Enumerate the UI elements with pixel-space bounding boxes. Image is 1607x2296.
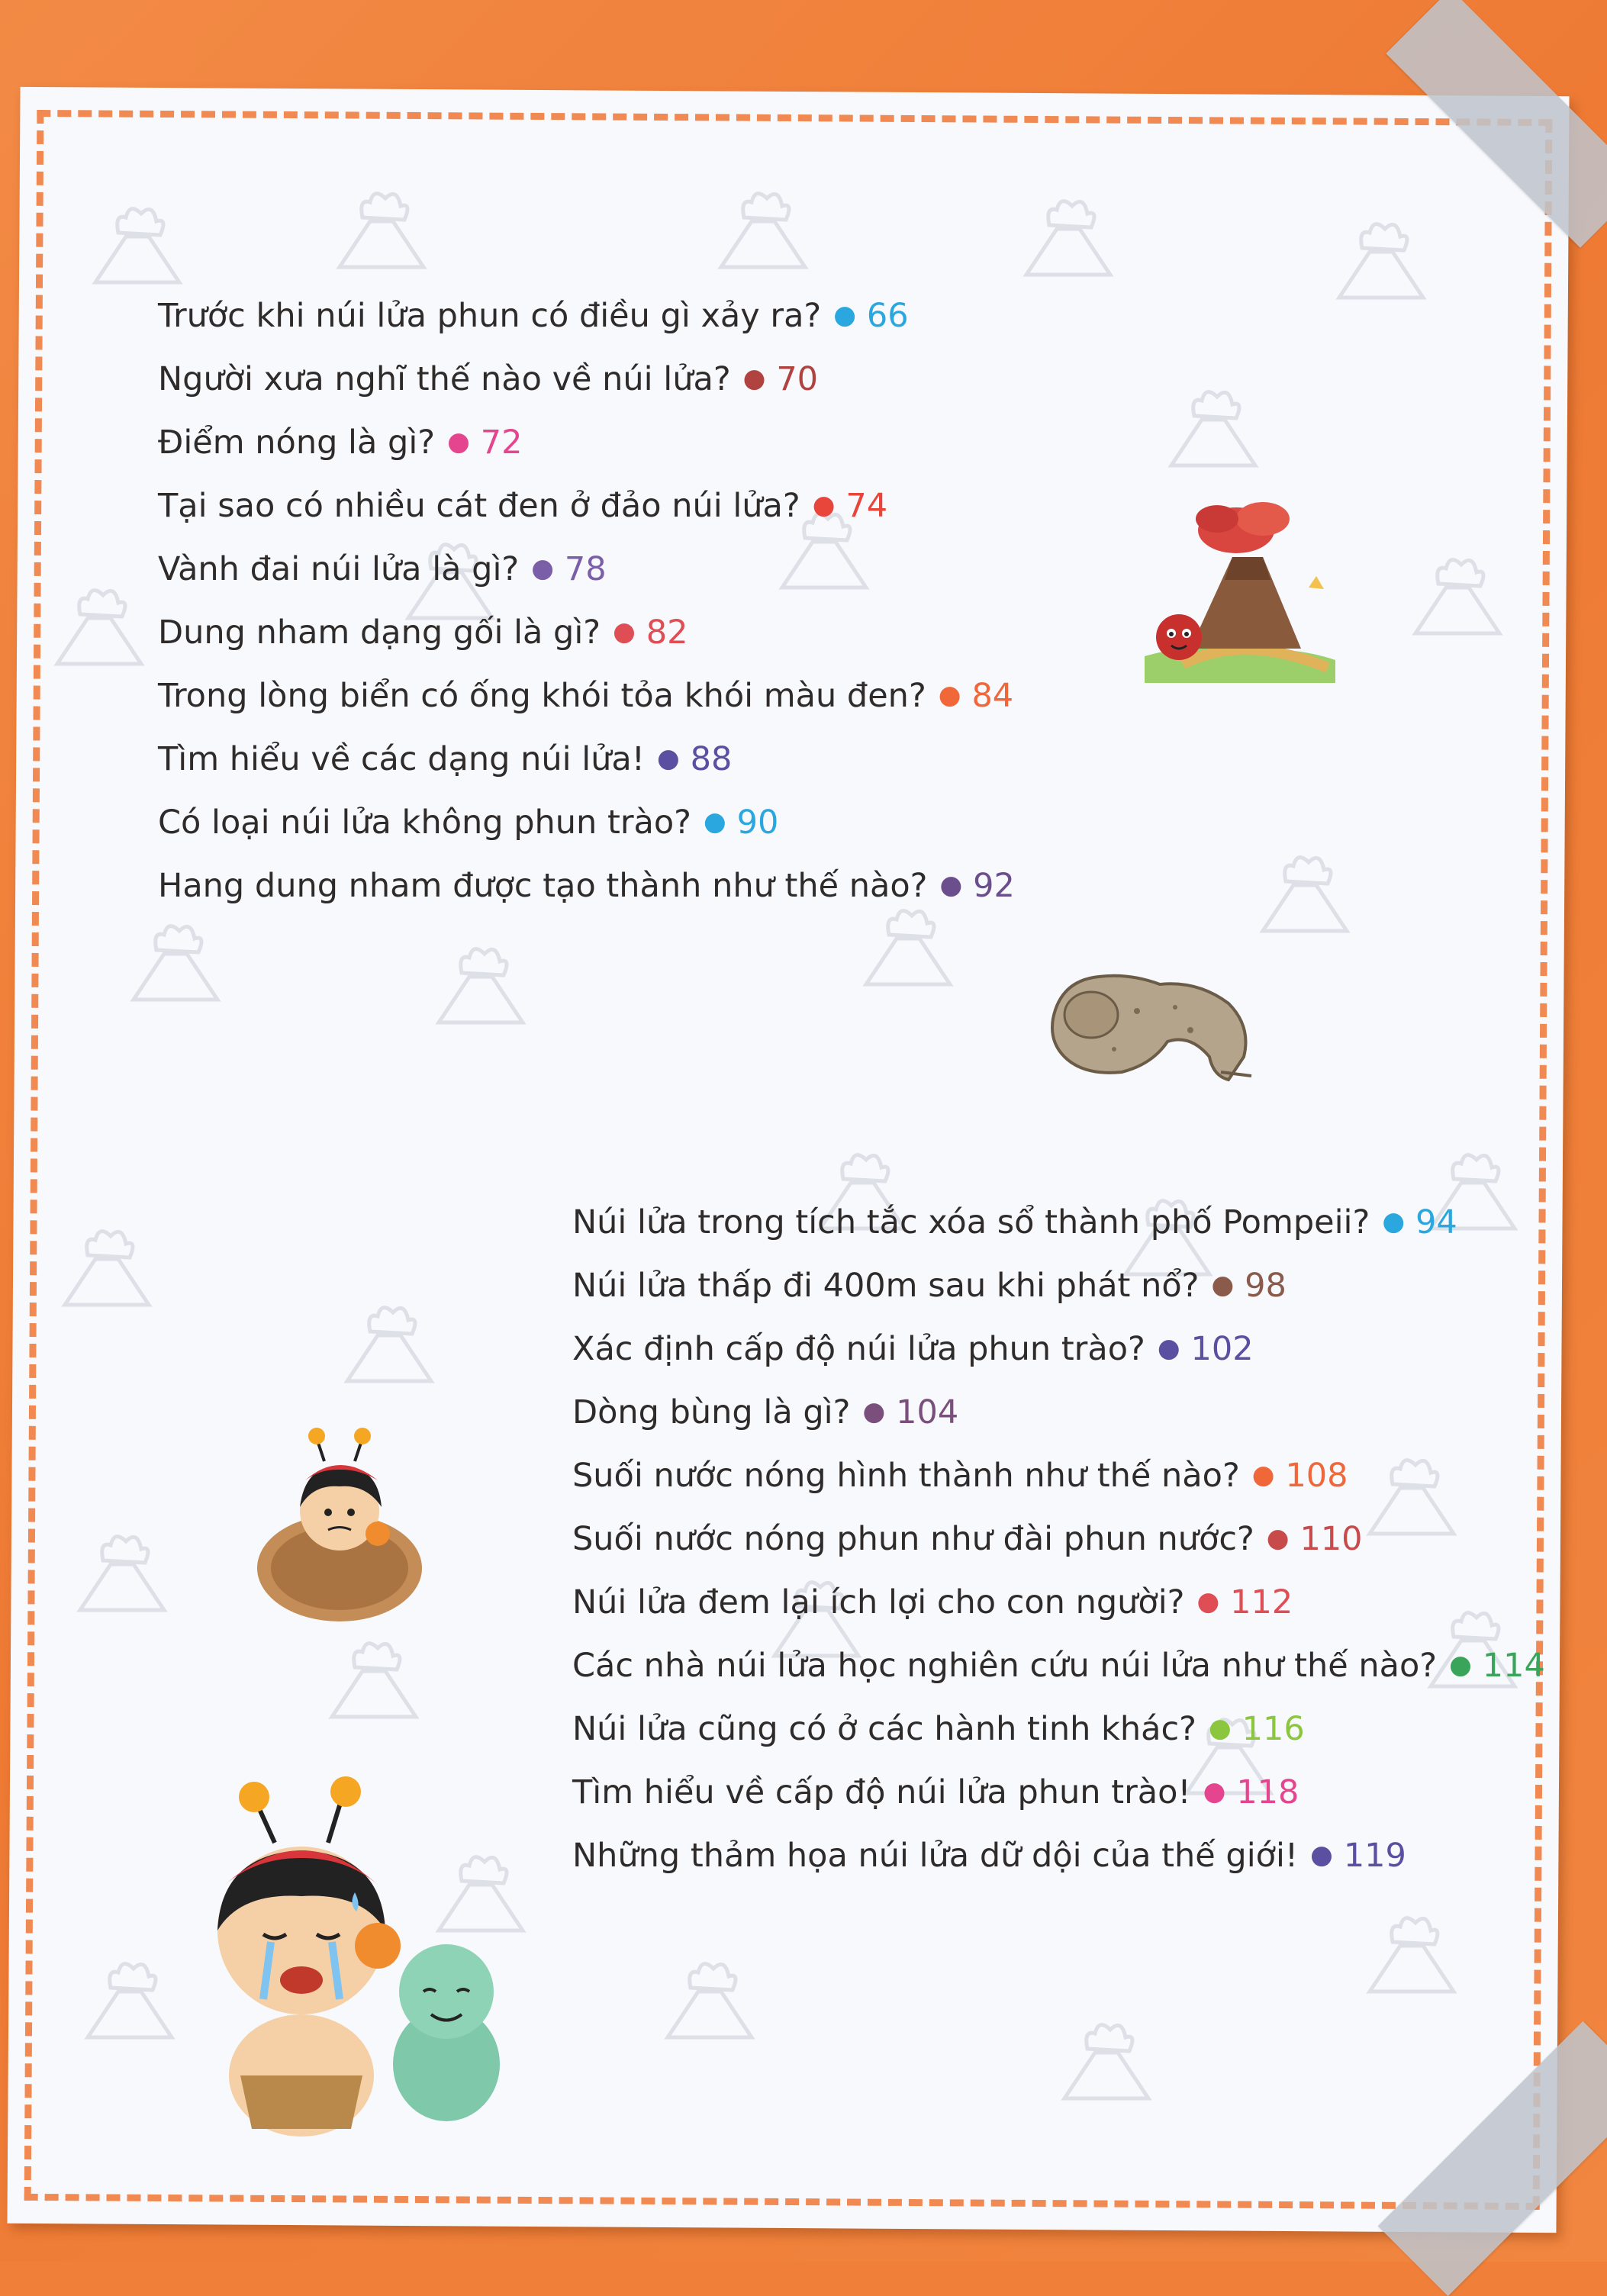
bullet-dot-icon: ● [1251, 1460, 1275, 1490]
bullet-dot-icon: ● [703, 807, 726, 837]
bullet-dot-icon: ● [613, 617, 636, 647]
bullet-dot-icon: ● [1203, 1776, 1226, 1807]
volcano-watermark-icon [656, 1953, 763, 2045]
toc-item-page: 72 [480, 423, 523, 462]
toc-item-page: 94 [1415, 1203, 1457, 1241]
toc-item[interactable] [158, 727, 1015, 791]
toc-item-page: 118 [1236, 1773, 1299, 1811]
bullet-dot-icon: ● [939, 870, 963, 900]
toc-item[interactable] [572, 1444, 1545, 1507]
toc-item-title: Những thảm họa núi lửa dữ dội của thế giới! [572, 1837, 1299, 1875]
toc-item-title: Suối nước nóng hình thành như thế nào? [572, 1457, 1240, 1495]
toc-item-page: 66 [866, 297, 909, 335]
toc-section-2 [572, 1190, 1545, 1887]
crying-kids-illustration [156, 1770, 553, 2152]
toc-item-title: Trong lòng biển có ống khói tỏa khói màu đen? [158, 677, 926, 715]
bullet-dot-icon: ● [1382, 1206, 1405, 1237]
bullet-dot-icon: ● [531, 553, 554, 584]
bullet-dot-icon: ● [1449, 1650, 1472, 1680]
toc-item-page: 102 [1190, 1330, 1254, 1368]
toc-item[interactable] [572, 1380, 1545, 1444]
bullet-dot-icon: ● [862, 1396, 886, 1427]
toc-item[interactable] [572, 1697, 1545, 1760]
toc-item-page: 114 [1482, 1647, 1545, 1685]
petrified-body-illustration [1038, 942, 1267, 1095]
volcano-watermark-icon [84, 198, 191, 290]
toc-item[interactable] [158, 601, 1015, 664]
toc-item-title: Tại sao có nhiều cát đen ở đảo núi lửa? [158, 487, 800, 525]
volcano-watermark-icon [46, 580, 153, 671]
toc-item[interactable] [572, 1760, 1545, 1824]
toc-item-page: 119 [1343, 1837, 1406, 1875]
volcano-watermark-icon [1015, 191, 1122, 282]
toc-item[interactable] [572, 1254, 1545, 1317]
toc-item-title: Trước khi núi lửa phun có điều gì xảy ra? [158, 297, 822, 335]
bullet-dot-icon: ● [833, 300, 856, 330]
toc-item-page: 70 [776, 360, 819, 398]
toc-item[interactable] [158, 347, 1015, 411]
bullet-dot-icon: ● [1157, 1333, 1180, 1364]
bullet-dot-icon: ● [742, 363, 766, 394]
volcano-watermark-icon [320, 1633, 427, 1724]
toc-item-title: Núi lửa cũng có ở các hành tinh khác? [572, 1710, 1196, 1748]
bullet-dot-icon: ● [657, 743, 680, 774]
toc-item[interactable] [158, 284, 1015, 347]
toc-item[interactable] [572, 1190, 1545, 1254]
bullet-dot-icon: ● [447, 427, 470, 457]
toc-item[interactable] [572, 1824, 1545, 1887]
toc-item-title: Núi lửa thấp đi 400m sau khi phát nổ? [572, 1267, 1200, 1305]
toc-item[interactable] [158, 474, 1015, 537]
toc-item-title: Núi lửa trong tích tắc xóa sổ thành phố Pompeii? [572, 1203, 1370, 1241]
volcano-watermark-icon [427, 939, 534, 1030]
toc-item[interactable] [158, 411, 1015, 474]
toc-item-title: Tìm hiểu về cấp độ núi lửa phun trào! [572, 1773, 1191, 1811]
toc-item-title: Vành đai núi lửa là gì? [158, 550, 520, 588]
toc-item-page: 116 [1241, 1710, 1305, 1748]
volcano-watermark-icon [710, 183, 816, 275]
toc-item-page: 82 [646, 613, 688, 652]
volcano-watermark-icon [1328, 214, 1435, 305]
toc-item-page: 88 [690, 740, 733, 778]
bullet-dot-icon: ● [1209, 1713, 1232, 1744]
child-in-mud-illustration [252, 1419, 427, 1625]
bullet-dot-icon: ● [1266, 1523, 1290, 1554]
volcano-watermark-icon [1053, 2014, 1160, 2106]
toc-item[interactable] [158, 537, 1015, 601]
toc-item-title: Có loại núi lửa không phun trào? [158, 803, 691, 842]
bullet-dot-icon: ● [1310, 1840, 1333, 1870]
volcano-watermark-icon [336, 1297, 443, 1389]
toc-item-title: Điểm nóng là gì? [158, 423, 436, 462]
toc-item-page: 110 [1299, 1520, 1363, 1558]
volcano-watermark-icon [1404, 549, 1511, 641]
volcano-watermark-icon [1251, 847, 1358, 939]
toc-item-title: Các nhà núi lửa học nghiên cứu núi lửa như thế nào? [572, 1647, 1438, 1685]
volcano-watermark-icon [328, 183, 435, 275]
toc-item-title: Hang dung nham được tạo thành như thế nào? [158, 867, 928, 905]
volcano-watermark-icon [1160, 382, 1267, 473]
toc-item-page: 104 [896, 1393, 959, 1431]
toc-item-title: Xác định cấp độ núi lửa phun trào? [572, 1330, 1145, 1368]
volcano-watermark-icon [1358, 1908, 1465, 1999]
toc-item-page: 92 [973, 867, 1015, 905]
toc-item-title: Người xưa nghĩ thế nào về núi lửa? [158, 360, 731, 398]
erupting-volcano-illustration [1137, 496, 1343, 687]
bullet-dot-icon: ● [938, 680, 961, 710]
toc-item-title: Suối nước nóng phun như đài phun nước? [572, 1520, 1254, 1558]
toc-item-page: 112 [1230, 1583, 1293, 1621]
volcano-watermark-icon [53, 1221, 160, 1312]
toc-item-title: Núi lửa đem lại ích lợi cho con người? [572, 1583, 1185, 1621]
toc-item-title: Dung nham dạng gối là gì? [158, 613, 601, 652]
bullet-dot-icon: ● [1196, 1586, 1220, 1617]
toc-section-1 [158, 284, 1015, 917]
toc-item[interactable] [158, 854, 1015, 917]
toc-item[interactable] [158, 791, 1015, 854]
toc-item[interactable] [572, 1317, 1545, 1380]
toc-item-page: 90 [736, 803, 779, 842]
toc-item[interactable] [572, 1507, 1545, 1570]
bullet-dot-icon: ● [812, 490, 836, 520]
toc-item-page: 78 [564, 550, 607, 588]
toc-item-title: Tìm hiểu về các dạng núi lửa! [158, 740, 645, 778]
toc-item-page: 108 [1285, 1457, 1348, 1495]
toc-item-page: 84 [971, 677, 1014, 715]
toc-item-page: 98 [1245, 1267, 1287, 1305]
toc-item[interactable] [158, 664, 1015, 727]
toc-item-title: Dòng bùng là gì? [572, 1393, 851, 1431]
toc-item-page: 74 [845, 487, 888, 525]
toc-item[interactable] [572, 1634, 1545, 1697]
bullet-dot-icon: ● [1211, 1270, 1235, 1300]
volcano-watermark-icon [69, 1526, 176, 1618]
toc-item[interactable] [572, 1570, 1545, 1634]
volcano-watermark-icon [122, 916, 229, 1007]
